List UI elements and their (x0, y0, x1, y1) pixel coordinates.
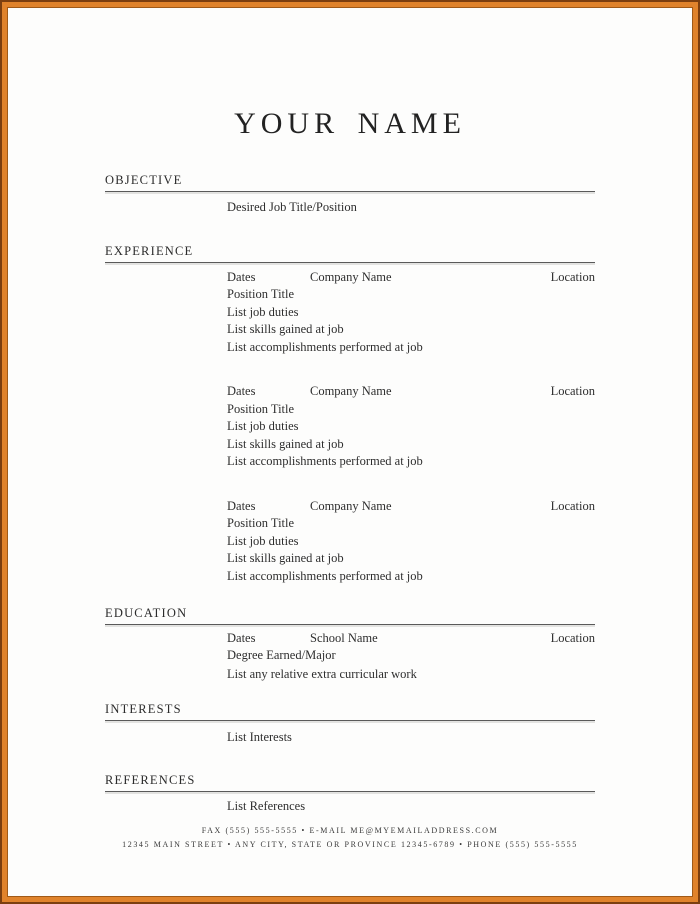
section-references (105, 773, 595, 816)
contact-footer (8, 824, 692, 852)
experience-heading: EXPERIENCE (105, 244, 595, 263)
experience-skills: List skills gained at job (227, 551, 344, 565)
education-meta-row (227, 630, 595, 648)
experience-entry (227, 498, 595, 586)
section-interests (105, 702, 595, 747)
experience-duties: List job duties (227, 304, 299, 319)
experience-meta-row (227, 383, 595, 401)
education-location: Location (550, 631, 595, 645)
experience-company: Company Name (310, 269, 392, 284)
resume-page (7, 7, 693, 897)
interests-content: List Interests (227, 729, 292, 744)
objective-body (105, 192, 595, 217)
education-school: School Name (310, 631, 378, 645)
objective-content: Desired Job Title/Position (227, 200, 357, 214)
resume-name-title: YOUR NAME (234, 107, 466, 140)
section-objective (105, 173, 595, 217)
experience-location: Location (550, 384, 595, 398)
objective-heading: OBJECTIVE (105, 173, 595, 192)
footer-address-phone-line: 12345 MAIN STREET • ANY CITY, STATE OR PROVINCE 12345-6789 • PHONE (555) 555-5555 (122, 840, 578, 849)
interests-heading: INTERESTS (105, 702, 595, 721)
experience-location: Location (550, 269, 595, 284)
experience-position-title: Position Title (227, 516, 295, 530)
experience-dates: Dates (227, 384, 256, 398)
section-education (105, 606, 595, 684)
experience-accomplishments: List accomplishments performed at job (227, 568, 423, 583)
experience-duties: List job duties (227, 419, 299, 433)
experience-skills: List skills gained at job (227, 322, 344, 336)
experience-position-title: Position Title (227, 401, 295, 416)
references-content: List References (227, 799, 306, 813)
experience-position-title: Position Title (227, 287, 295, 301)
experience-body (105, 263, 595, 586)
experience-dates: Dates (227, 498, 256, 513)
references-body (105, 792, 595, 816)
experience-entry (227, 269, 595, 357)
education-body (105, 625, 595, 684)
experience-duties: List job duties (227, 533, 299, 548)
references-heading: REFERENCES (105, 773, 595, 792)
footer-fax-email-line: FAX (555) 555-5555 • E-MAIL ME@MYEMAILADDRESS.COM (201, 826, 499, 835)
experience-company: Company Name (310, 384, 392, 398)
experience-meta-row (227, 498, 595, 516)
experience-accomplishments: List accomplishments performed at job (227, 339, 423, 354)
experience-location: Location (550, 498, 595, 513)
experience-entry (227, 383, 595, 471)
education-extra-curricular: List any relative extra curricular work (227, 667, 417, 681)
experience-accomplishments: List accomplishments performed at job (227, 454, 423, 468)
experience-meta-row (227, 269, 595, 287)
experience-dates: Dates (227, 269, 256, 284)
interests-body (105, 721, 595, 747)
education-degree: Degree Earned/Major (227, 647, 336, 662)
education-heading: EDUCATION (105, 606, 595, 625)
experience-company: Company Name (310, 498, 392, 513)
experience-skills: List skills gained at job (227, 436, 344, 451)
section-experience (105, 244, 595, 586)
education-dates: Dates (227, 631, 256, 645)
